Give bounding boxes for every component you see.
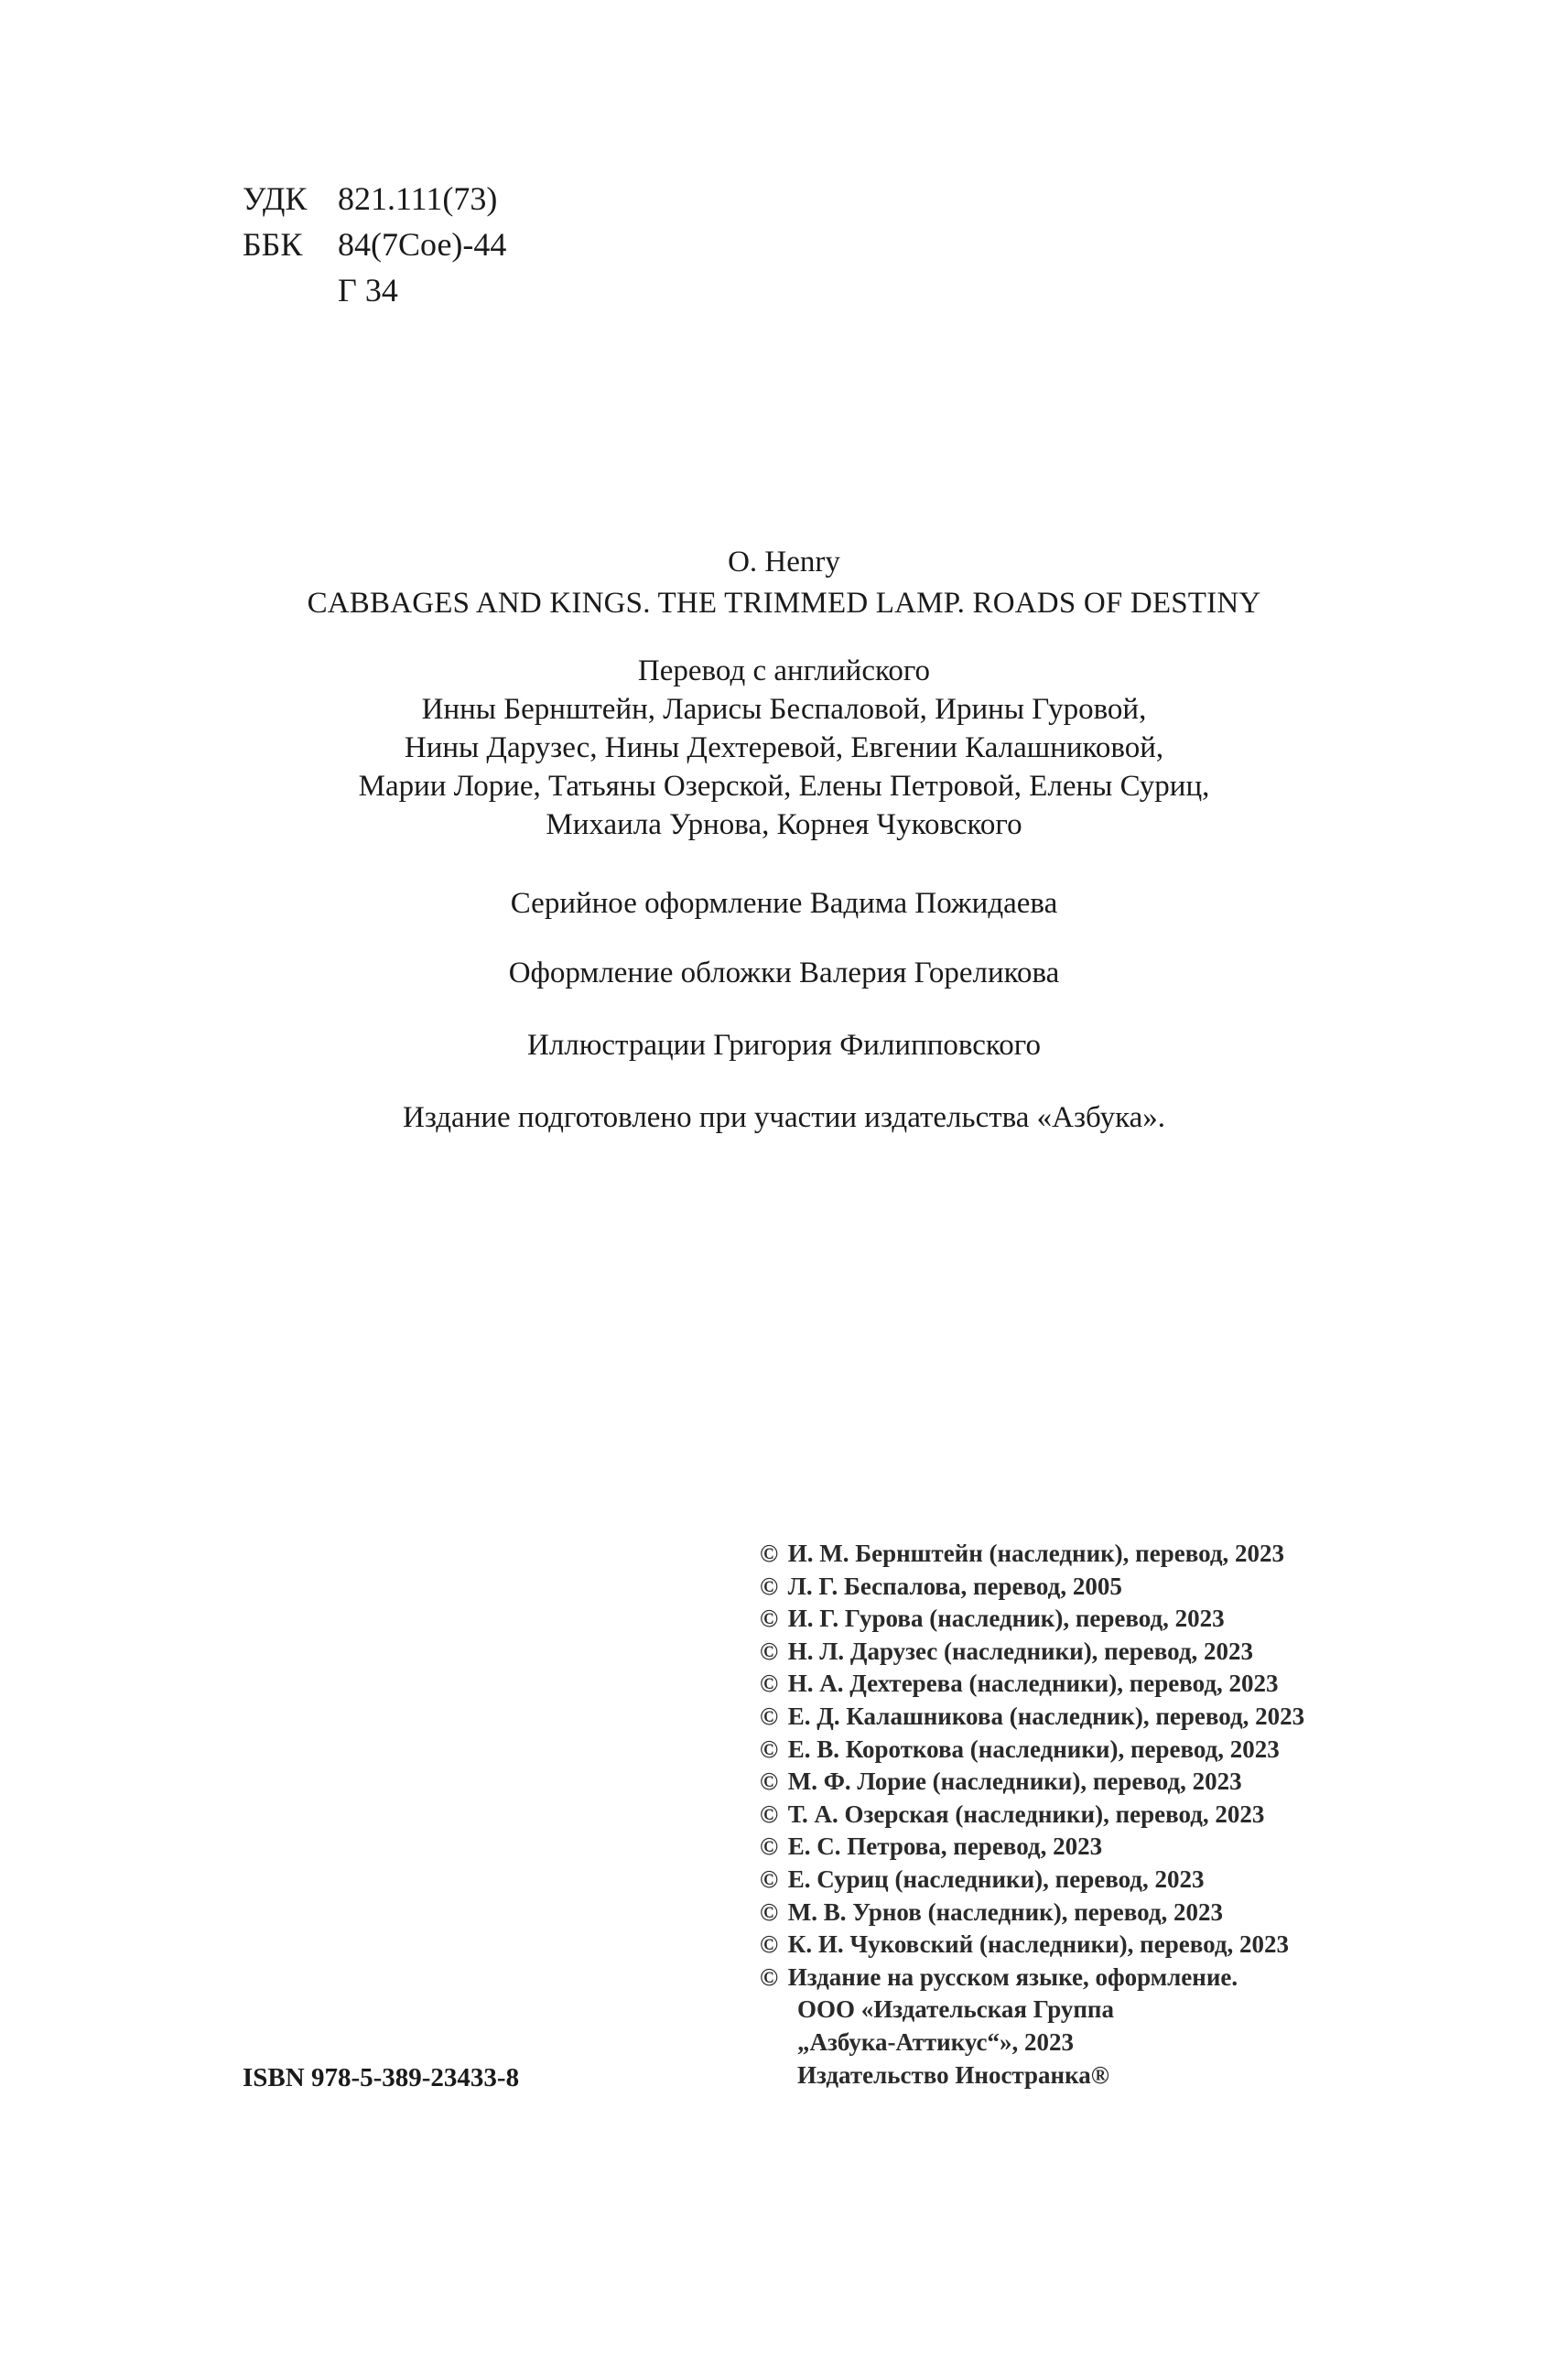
- copyright-symbol: ©: [760, 1930, 779, 1959]
- illustrations-credit: Иллюстрации Григория Филипповского: [526, 1029, 1042, 1062]
- book-title: CABBAGES AND KINGS. THE TRIMMED LAMP. ROADS OF DESTINY: [307, 587, 1261, 620]
- copyright-line: [760, 1897, 1304, 1929]
- copyright-symbol: ©: [760, 1767, 779, 1796]
- copyright-text: Н. А. Дехтерева (наследники), перевод, 2023: [787, 1670, 1279, 1698]
- udk-row: [243, 176, 506, 222]
- author-name: O. Henry: [728, 546, 840, 578]
- copyright-symbol: ©: [760, 1865, 779, 1893]
- copyright-line: [760, 1734, 1304, 1767]
- copyright-symbol: ©: [760, 1605, 779, 1633]
- cover-design-credit: Оформление обложки Валерия Гореликова: [508, 957, 1060, 989]
- bbk-row: [243, 222, 506, 267]
- copyright-symbol: ©: [760, 1637, 779, 1665]
- copyright-line: [760, 1701, 1304, 1734]
- edition-note: Издание подготовлено при участии издательства «Азбука».: [402, 1101, 1166, 1134]
- copyright-line: [760, 1636, 1304, 1669]
- copyright-line: [760, 1929, 1304, 1962]
- author-mark: Г 34: [338, 272, 398, 308]
- copyright-text: Е. Д. Калашникова (наследник), перевод, 2023: [787, 1702, 1305, 1730]
- copyright-text: И. М. Бернштейн (наследник), перевод, 2023: [787, 1540, 1284, 1567]
- copyright-symbol: ©: [760, 1670, 779, 1698]
- translators-block: [174, 652, 1394, 844]
- copyright-line: [760, 1831, 1304, 1864]
- copyright-symbol: ©: [760, 1832, 779, 1861]
- copyright-symbol: ©: [760, 1962, 779, 1991]
- publisher-line: ООО «Издательская Группа: [797, 1995, 1114, 2024]
- copyright-line: [760, 1864, 1304, 1897]
- classification-block: [243, 176, 506, 313]
- translation-note: Перевод с английского: [637, 654, 931, 687]
- copyright-symbol: ©: [760, 1897, 779, 1926]
- isbn: ISBN 978-5-389-23433-8: [243, 2063, 520, 2092]
- copyright-symbol: ©: [760, 1702, 779, 1730]
- translators-line: Инны Бернштейн, Ларисы Беспаловой, Ирины Гуровой,: [421, 693, 1147, 726]
- copyright-text: К. И. Чуковский (наследники), перевод, 2023: [787, 1930, 1289, 1959]
- copyright-symbol: ©: [760, 1735, 779, 1763]
- copyright-text: Л. Г. Беспалова, перевод, 2005: [787, 1572, 1122, 1600]
- copyright-symbol: ©: [760, 1572, 779, 1600]
- copyright-line: [760, 1668, 1304, 1701]
- copyright-line: [760, 1538, 1304, 1571]
- series-design-credit: Серийное оформление Вадима Пожидаева: [510, 887, 1058, 920]
- copyright-line: [760, 1766, 1304, 1799]
- copyright-text: Т. А. Озерская (наследники), перевод, 2023: [787, 1800, 1265, 1828]
- copyright-symbol: ©: [760, 1540, 779, 1567]
- publisher-line: Издательство Иностранка®: [797, 2060, 1109, 2089]
- translators-line: Нины Дарузес, Нины Дехтеревой, Евгении Калашниковой,: [404, 731, 1164, 764]
- copyright-text: И. Г. Гурова (наследник), перевод, 2023: [787, 1605, 1225, 1633]
- copyright-block: [760, 1538, 1304, 2092]
- udk-label: УДК: [243, 180, 308, 217]
- copyright-text: Е. С. Петрова, перевод, 2023: [787, 1832, 1103, 1861]
- copyright-text: Е. В. Короткова (наследники), перевод, 2023: [787, 1735, 1280, 1763]
- copyright-symbol: ©: [760, 1800, 779, 1828]
- translators-line: Михаила Урнова, Корнея Чуковского: [546, 808, 1022, 841]
- copyright-text: М. Ф. Лорие (наследники), перевод, 2023: [787, 1767, 1242, 1796]
- copyright-line: [760, 1962, 1304, 1994]
- copyright-text: М. В. Урнов (наследник), перевод, 2023: [787, 1897, 1224, 1926]
- publisher-line: „Азбука-Аттикус“», 2023: [797, 2027, 1075, 2056]
- copyright-line: [760, 1799, 1304, 1832]
- copyright-line: [760, 1603, 1304, 1636]
- copyright-text: Н. Л. Дарузес (наследники), перевод, 2023: [787, 1637, 1254, 1665]
- translators-line: Марии Лорие, Татьяны Озерской, Елены Петровой, Елены Суриц,: [358, 770, 1210, 803]
- copyright-line: [760, 1571, 1304, 1604]
- bbk-value: 84(7Сое)-44: [338, 226, 507, 263]
- udk-value: 821.111(73): [338, 180, 498, 217]
- copyright-text: Е. Суриц (наследники), перевод, 2023: [787, 1865, 1205, 1893]
- copyright-text: Издание на русском языке, оформление.: [787, 1962, 1238, 1991]
- bbk-label: ББК: [243, 226, 303, 263]
